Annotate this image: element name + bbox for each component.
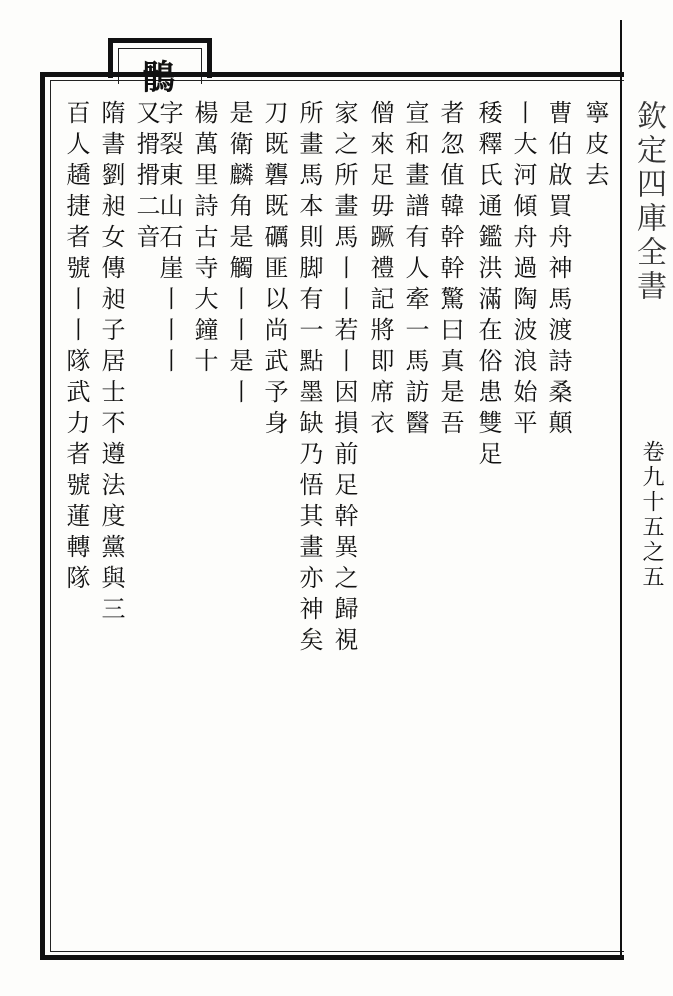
center-fold-line (620, 20, 622, 960)
column-text: 楊萬里詩古寺大鐘十 (190, 100, 218, 379)
column-text: 是衛麟角是觸丨丨是丨 (225, 100, 253, 410)
column-text: 隋書劉昶女傳昶子居士不遵法度黨與三 (97, 100, 125, 627)
column-text: 宣和畫譜有人牽一馬訪醫 (401, 100, 429, 441)
column-text: 刀既礱既礪匪以尚武予身 (260, 100, 288, 441)
column-text: 者忽值韓幹幹驚曰真是吾 (436, 100, 464, 441)
column-text: 又搰搰二音 (132, 100, 160, 255)
text-column-1 (575, 100, 615, 940)
column-text: 所畫馬本則脚有一點墨缺乃悟其畫亦神矣 (295, 100, 323, 658)
column-text: 曹伯啟買舟神馬渡詩桑顛 (544, 100, 572, 441)
column-text: 家之所畫馬丨丨若丨因損前足幹異之歸視 (330, 100, 358, 658)
text-column-14 (126, 100, 166, 940)
text-column-10 (254, 100, 294, 940)
text-column-11 (219, 100, 259, 940)
text-column-15 (91, 100, 131, 940)
text-column-8 (324, 100, 364, 940)
text-column-12 (184, 100, 224, 940)
tab-heading-character: 鶻 (141, 58, 175, 98)
text-column-4 (468, 100, 508, 940)
text-column-6 (395, 100, 435, 940)
text-column-7 (360, 100, 400, 940)
column-text: 字裂東山石崖丨丨丨 (155, 100, 183, 379)
column-text: 丨大河傾舟過陶波浪始平 (509, 100, 537, 441)
text-column-2 (538, 100, 578, 940)
text-column-3 (503, 100, 543, 940)
margin-book-title: 欽定四庫全書 (631, 100, 666, 304)
column-text: 寧皮去 (581, 100, 609, 193)
column-text: 僧來足毋蹶禮記將即席衣 (366, 100, 394, 441)
text-column-9 (289, 100, 329, 940)
margin-volume-number: 卷九十五之五 (639, 440, 664, 590)
text-column-5 (430, 100, 470, 940)
column-text: 百人趫捷者號丨丨隊武力者號蓮轉隊 (62, 100, 90, 596)
text-column-16 (56, 100, 96, 940)
column-text: 䅗釋氏通鑑洪滿在俗患雙足 (474, 100, 502, 472)
